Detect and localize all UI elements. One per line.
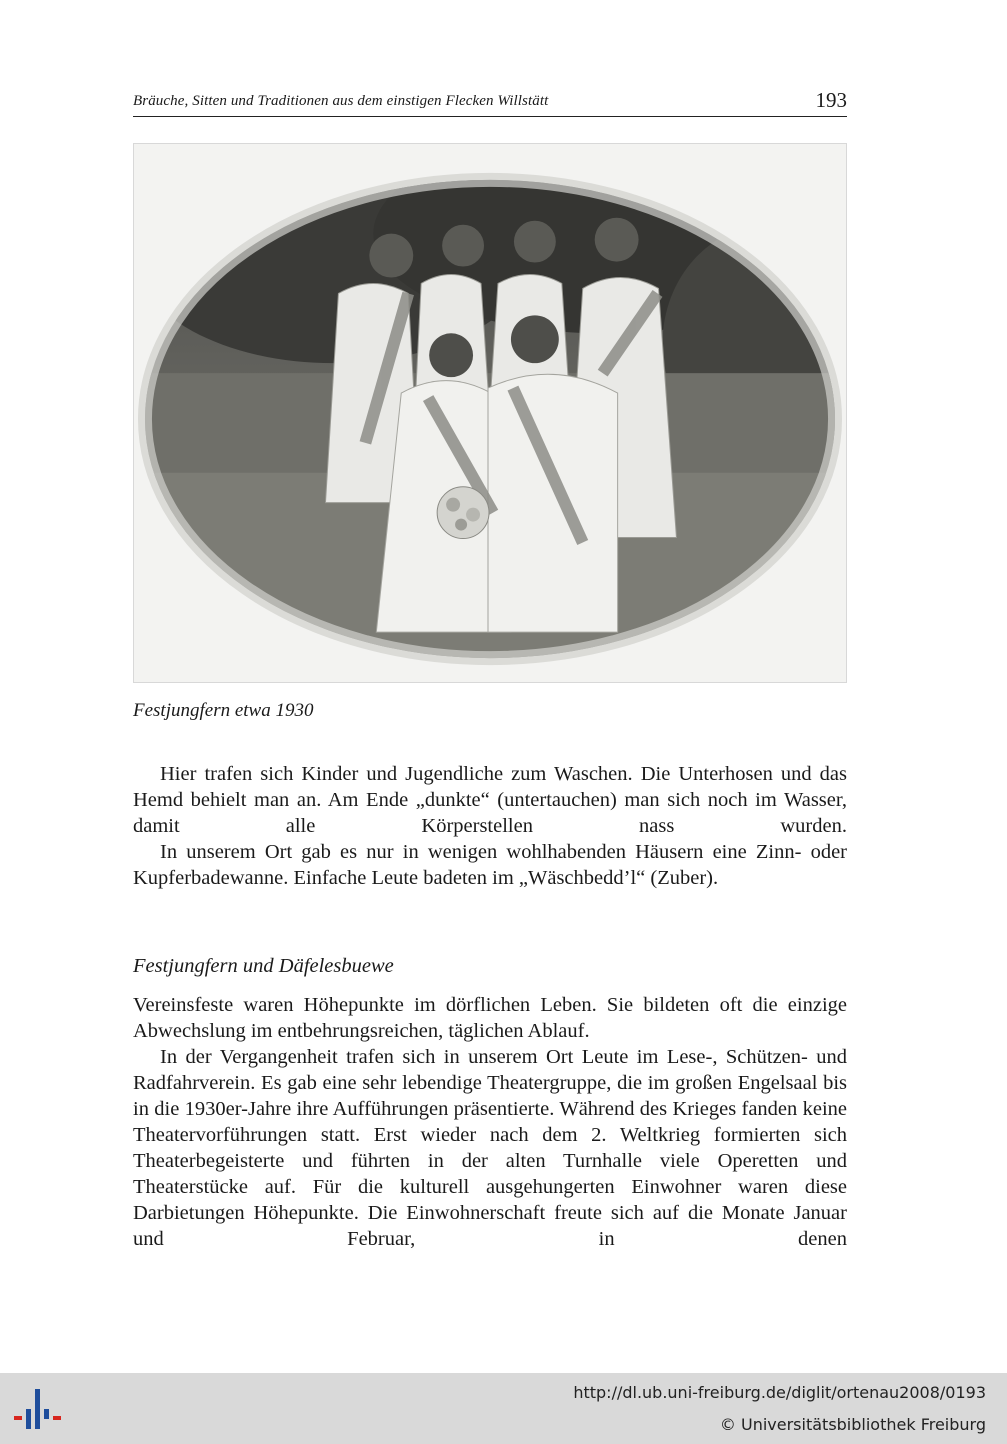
paragraph: Vereinsfeste waren Höhepunkte im dörflichen Leben. Sie bildeten oft die einzige Abwechslung im entbehrungsreichen, täglichen Ablauf. <box>133 994 847 1042</box>
running-title: Bräuche, Sitten und Traditionen aus dem einstigen Flecken Willstätt <box>133 93 549 109</box>
footer-bar <box>0 1373 1007 1444</box>
paragraph: Hier trafen sich Kinder und Jugendliche zum Waschen. Die Unterhosen und das Hemd behielt man an. Am Ende „dunkte“ (untertauchen) man sich noch im Wasser, damit alle Körperstellen nass wurden. <box>133 763 847 837</box>
historical-photograph <box>133 143 847 683</box>
body-text-block-2 <box>133 992 847 1252</box>
section-heading: Festjungfern und Däfelesbuewe <box>133 955 394 977</box>
library-logo-icon <box>12 1385 64 1433</box>
photo-illustration <box>134 144 846 682</box>
page-number: 193 <box>815 88 847 112</box>
figure-caption: Festjungfern etwa 1930 <box>133 700 314 721</box>
footer-url-link[interactable]: http://dl.ub.uni-freiburg.de/diglit/ortenau2008/0193 <box>573 1383 986 1402</box>
running-header <box>133 88 847 117</box>
paragraph: In unserem Ort gab es nur in wenigen wohlhabenden Häusern eine Zinn- oder Kupferbadewanne. Einfache Leute badeten im „Wäschbedd’l“ (Zuber). <box>133 841 847 889</box>
body-text-block-1 <box>133 761 847 891</box>
footer-copyright: © Universitätsbibliothek Freiburg <box>719 1415 986 1434</box>
paragraph: In der Vergangenheit trafen sich in unserem Ort Leute im Lese-, Schützen- und Radfahrverein. Es gab eine sehr lebendige Theatergruppe, die im großen Engelsaal bis in die 1930er-Jahre ihre Aufführungen präsentierte. Während des Krieges fanden keine Theatervorführungen statt. Erst wieder nach dem 2. Weltkrieg formierten sich Theaterbegeisterte und führten in der alten Turnhalle viele Operetten und Theaterstücke auf. Für die kulturell ausgehungerten Einwohner waren diese Darbietungen Höhepunkte. Die Einwohnerschaft freute sich auf die Monate Januar und Februar, in denen <box>133 1046 847 1250</box>
